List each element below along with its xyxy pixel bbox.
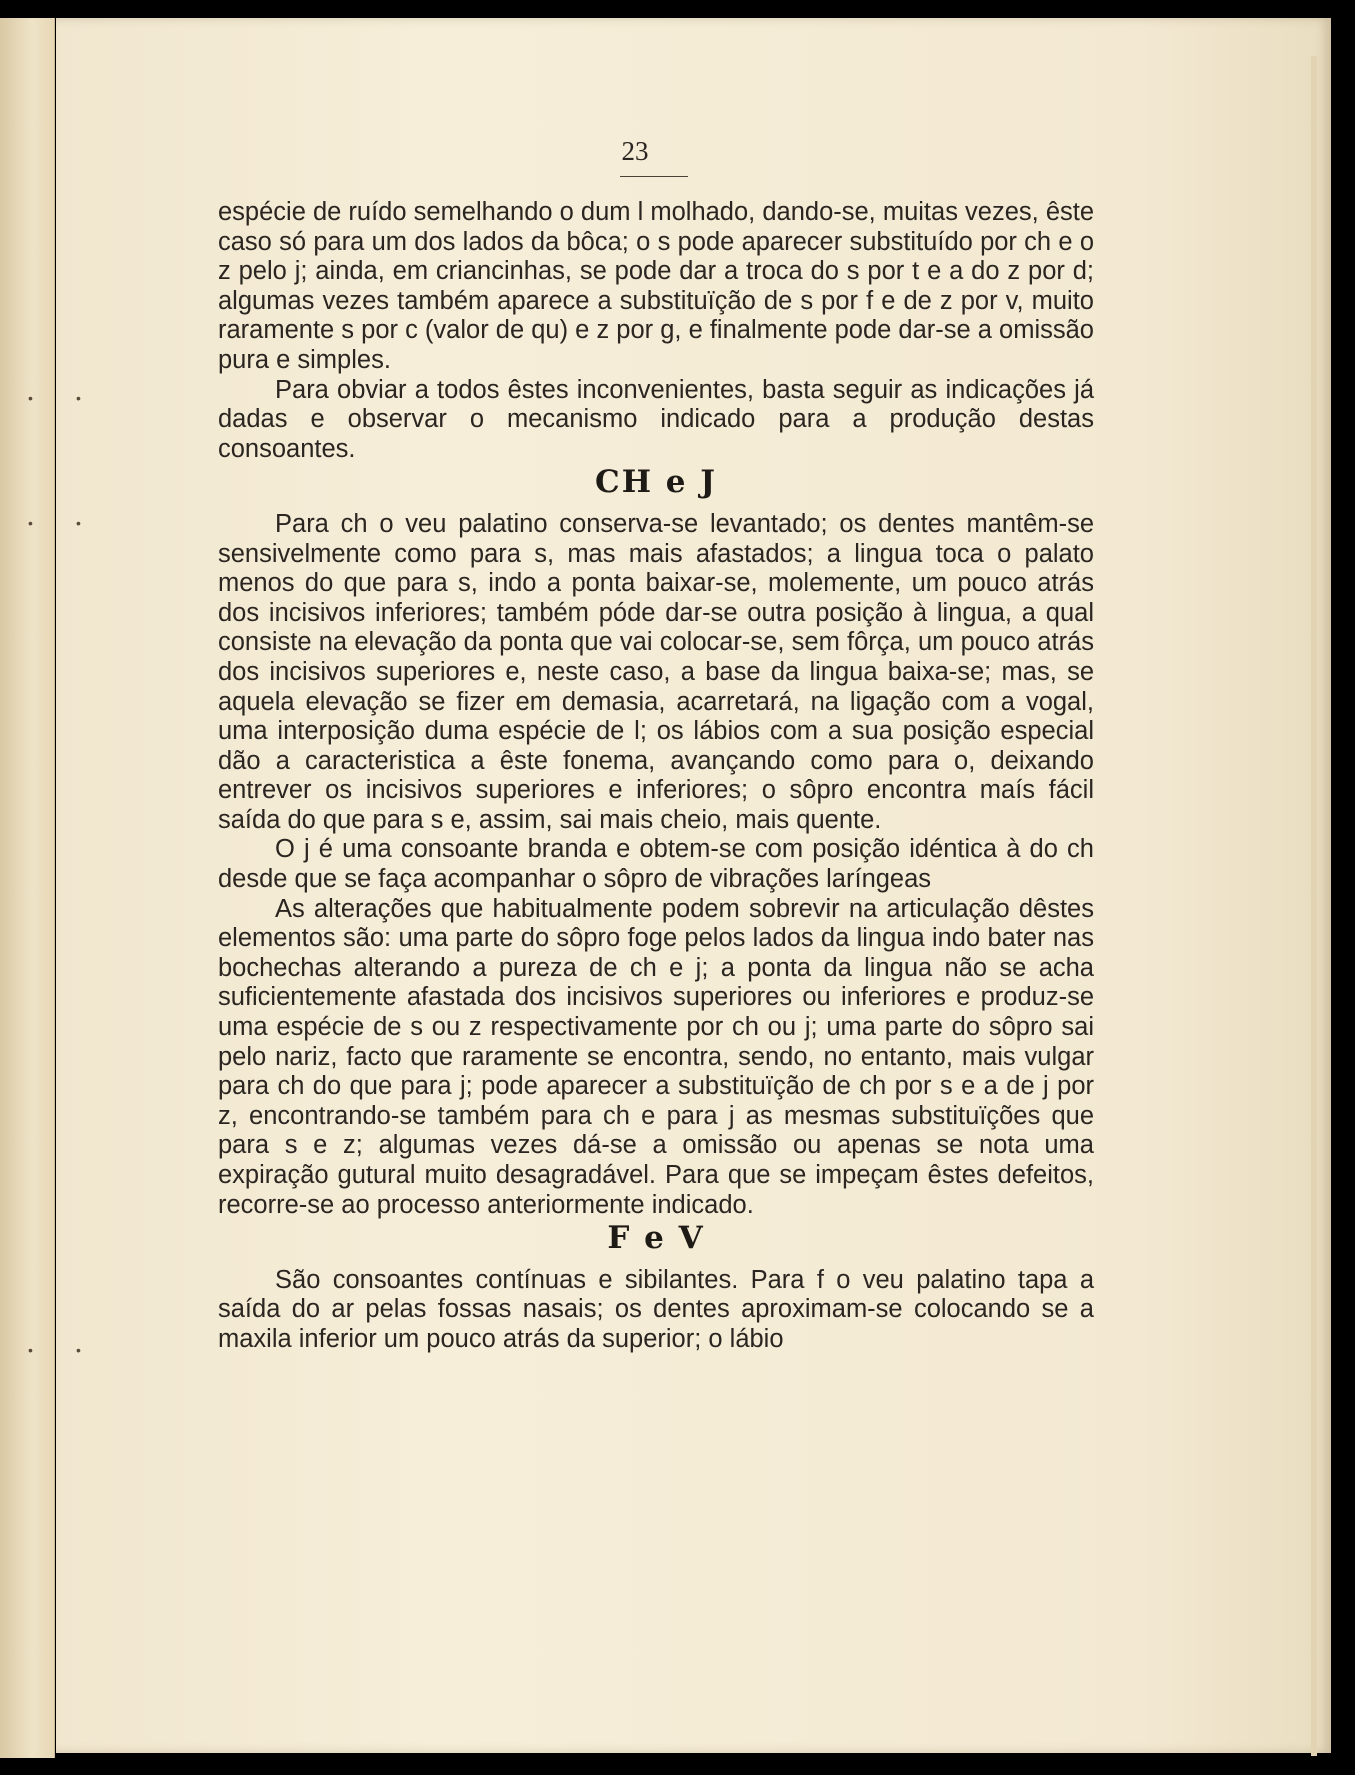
paragraph: As alterações que habitualmente podem sobrevir na articulação dêstes elementos são: uma parte do sôpro foge pelos lados da lingua indo bater nas bochechas alterando a pureza de ch e j; a ponta da lingua não se acha suficientemente afastada dos incisivos superiores ou inferiores e produz-se uma espécie de s ou z respectivamente por ch ou j; uma parte do sôpro sai pelo nariz, facto que raramente se encontra, sendo, no entanto, mais vulgar para ch do que para j; pode aparecer a substituïção de ch por s e a de j por z, encontrando-se também para ch e para j as mesmas substituïções que para s e z; algumas vezes dá-se a omissão ou apenas se nota uma expiração gutural muito desagradável. Para que se impeçam êstes defeitos, recorre-se ao processo anteriormente indicado. (218, 894, 1094, 1219)
paragraph: O j é uma consoante branda e obtem-se com posição idéntica à do ch desde que se faça acompanhar o sôpro de vibrações laríngeas (218, 835, 1094, 894)
paragraph: espécie de ruído semelhando o dum l molhado, dando-se, muitas vezes, êste caso só para um dos lados da bôca; o s pode aparecer substituído por ch e o z pelo j; ainda, em criancinhas, se pode dar a troca do s por t e a do z por d; algumas vezes também aparece a substituïção de s por f e de z por v, muito raramente s por c (valor de qu) e z por g, e finalmente pode dar-se a omissão pura e simples. (218, 198, 1095, 374)
margin-mark: • (76, 390, 81, 406)
page-edge (1311, 56, 1317, 1756)
margin-mark: • (28, 1342, 33, 1358)
section-heading-f-v: F e V (607, 1220, 705, 1257)
margin-mark: • (76, 1342, 81, 1358)
book-spine (0, 18, 55, 1758)
margin-mark: • (76, 515, 81, 531)
paragraph: Para ch o veu palatino conserva-se levantado; os dentes mantêm-se sensivelmente como para s, mas mais afastados; a lingua toca o palato menos do que para s, indo a ponta baixar-se, molemente, um pouco atrás dos incisivos inferiores; também póde dar-se outra posição à lingua, a qual consiste na elevação da ponta que vai colocar-se, sem fôrça, um pouco atrás dos incisivos superiores e, neste caso, a base da lingua baixa-se; mas, se aquela elevação se fizer em demasia, acarretará, na ligação com a vogal, uma interposição duma espécie de l; os lábios com a sua posição especial dão a caracteristica a êste fonema, avançando como para o, deixando entrever os incisivos superiores e inferiores; o sôpro encontra maís fácil saída do que para s e, assim, sai mais cheio, mais quente. (218, 509, 1094, 834)
page-number: 23 (621, 136, 649, 166)
page-text (218, 198, 1094, 1355)
margin-mark: • (28, 515, 33, 531)
paragraph: São consoantes contínuas e sibilantes. Para f o veu palatino tapa a saída do ar pelas fossas nasais; os dentes aproximam-se colocando se a maxila inferior um pouco atrás da superior; o lábio (218, 1265, 1094, 1353)
paragraph: Para obviar a todos êstes inconvenientes, basta seguir as indicações já dadas e observar o mecanismo indicado para a produção destas consoantes. (218, 375, 1094, 463)
section-heading-ch-j: CH e J (595, 464, 717, 501)
page-number-underline (620, 176, 688, 177)
margin-mark: • (28, 390, 33, 406)
